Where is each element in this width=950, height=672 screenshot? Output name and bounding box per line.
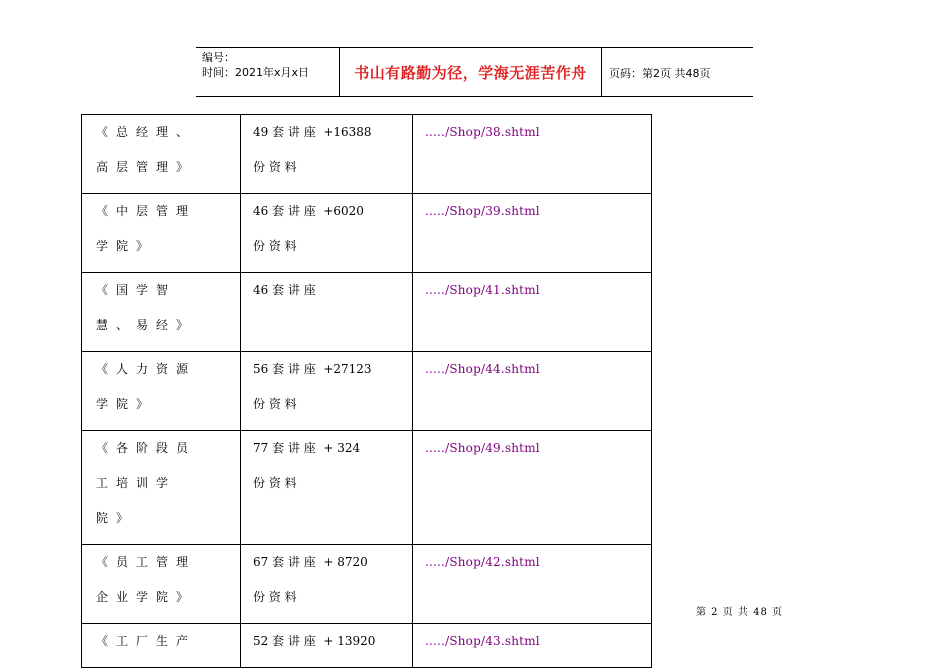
course-info-cell <box>241 352 413 430</box>
course-info-line: 49 套 讲 座 +16388 <box>253 125 372 139</box>
course-info-cell <box>241 624 413 667</box>
course-name-cell <box>82 431 241 544</box>
course-name-line: 学院》 <box>96 397 157 411</box>
course-name-line: 《各阶段员 <box>96 441 197 455</box>
course-info-cell <box>241 194 413 272</box>
course-name-line: 《工厂生产 <box>96 634 197 648</box>
course-info-line <box>253 509 412 544</box>
course-name-cell <box>82 624 241 667</box>
course-info-line: 份 资 料 <box>253 476 297 490</box>
course-info-cell <box>241 273 413 351</box>
course-info-cell <box>241 431 413 544</box>
table-row <box>82 272 651 351</box>
course-info-cell <box>241 545 413 623</box>
course-info-cell <box>241 115 413 193</box>
course-link-cell <box>413 194 651 272</box>
course-name-line: 《人力资源 <box>96 362 197 376</box>
course-name-line: 高层管理》 <box>96 160 197 174</box>
course-link-cell <box>413 545 651 623</box>
course-link[interactable]: ...../Shop/42.shtml <box>425 555 540 569</box>
course-info-line: 46 套 讲 座 +6020 <box>253 204 364 218</box>
course-link[interactable]: ...../Shop/41.shtml <box>425 283 540 297</box>
course-name-cell <box>82 273 241 351</box>
course-link[interactable]: ...../Shop/39.shtml <box>425 204 540 218</box>
course-info-line: 56 套 讲 座 +27123 <box>253 362 372 376</box>
course-name-cell <box>82 194 241 272</box>
course-link[interactable]: ...../Shop/38.shtml <box>425 125 540 139</box>
course-info-line: 份 资 料 <box>253 239 297 253</box>
course-link[interactable]: ...../Shop/43.shtml <box>425 634 540 648</box>
course-name-line: 学院》 <box>96 239 157 253</box>
table-row <box>82 351 651 430</box>
course-name-line: 工培训学 <box>96 476 177 490</box>
course-link-cell <box>413 624 651 667</box>
course-info-line: 52 套 讲 座 + 13920 <box>253 634 376 648</box>
table-row <box>82 193 651 272</box>
header-divider <box>601 47 602 96</box>
table-row <box>82 544 651 623</box>
header-slogan: 书山有路勤为径，学海无涯苦作舟 <box>354 64 587 82</box>
time-label: 时间：2021年x月x日 <box>202 66 310 79</box>
header-bottom-rule <box>196 96 753 97</box>
course-name-line: 《中层管理 <box>96 204 197 218</box>
header-meta <box>202 50 309 80</box>
table-row <box>82 115 651 193</box>
course-info-line: 77 套 讲 座 + 324 <box>253 441 361 455</box>
course-info-line <box>253 316 412 351</box>
course-link-cell <box>413 273 651 351</box>
footer-page-number: 第 2 页 共 48 页 <box>696 607 783 618</box>
course-table <box>81 114 652 668</box>
course-name-cell <box>82 115 241 193</box>
course-info-line: 份 资 料 <box>253 590 297 604</box>
course-link-cell <box>413 115 651 193</box>
table-row <box>82 623 651 667</box>
header-page-info: 页码：第2页 共48页 <box>609 67 711 80</box>
course-name-line: 《国学智 <box>96 283 177 297</box>
header-top-rule <box>196 47 753 48</box>
header-divider <box>339 47 340 96</box>
course-info-line: 份 资 料 <box>253 160 297 174</box>
course-name-line: 《员工管理 <box>96 555 197 569</box>
table-row <box>82 430 651 544</box>
course-link-cell <box>413 352 651 430</box>
course-name-line: 《总经理、 <box>96 125 197 139</box>
course-info-line: 46 套 讲 座 <box>253 283 316 297</box>
course-info-line: 67 套 讲 座 + 8720 <box>253 555 368 569</box>
course-link[interactable]: ...../Shop/49.shtml <box>425 441 540 455</box>
course-link[interactable]: ...../Shop/44.shtml <box>425 362 540 376</box>
course-info-line: 份 资 料 <box>253 397 297 411</box>
course-link-cell <box>413 431 651 544</box>
number-label: 编号： <box>202 51 235 64</box>
course-name-line: 慧、易经》 <box>96 318 197 332</box>
course-name-cell <box>82 545 241 623</box>
course-name-line: 院》 <box>96 511 137 525</box>
course-name-cell <box>82 352 241 430</box>
course-name-line: 企业学院》 <box>96 590 197 604</box>
